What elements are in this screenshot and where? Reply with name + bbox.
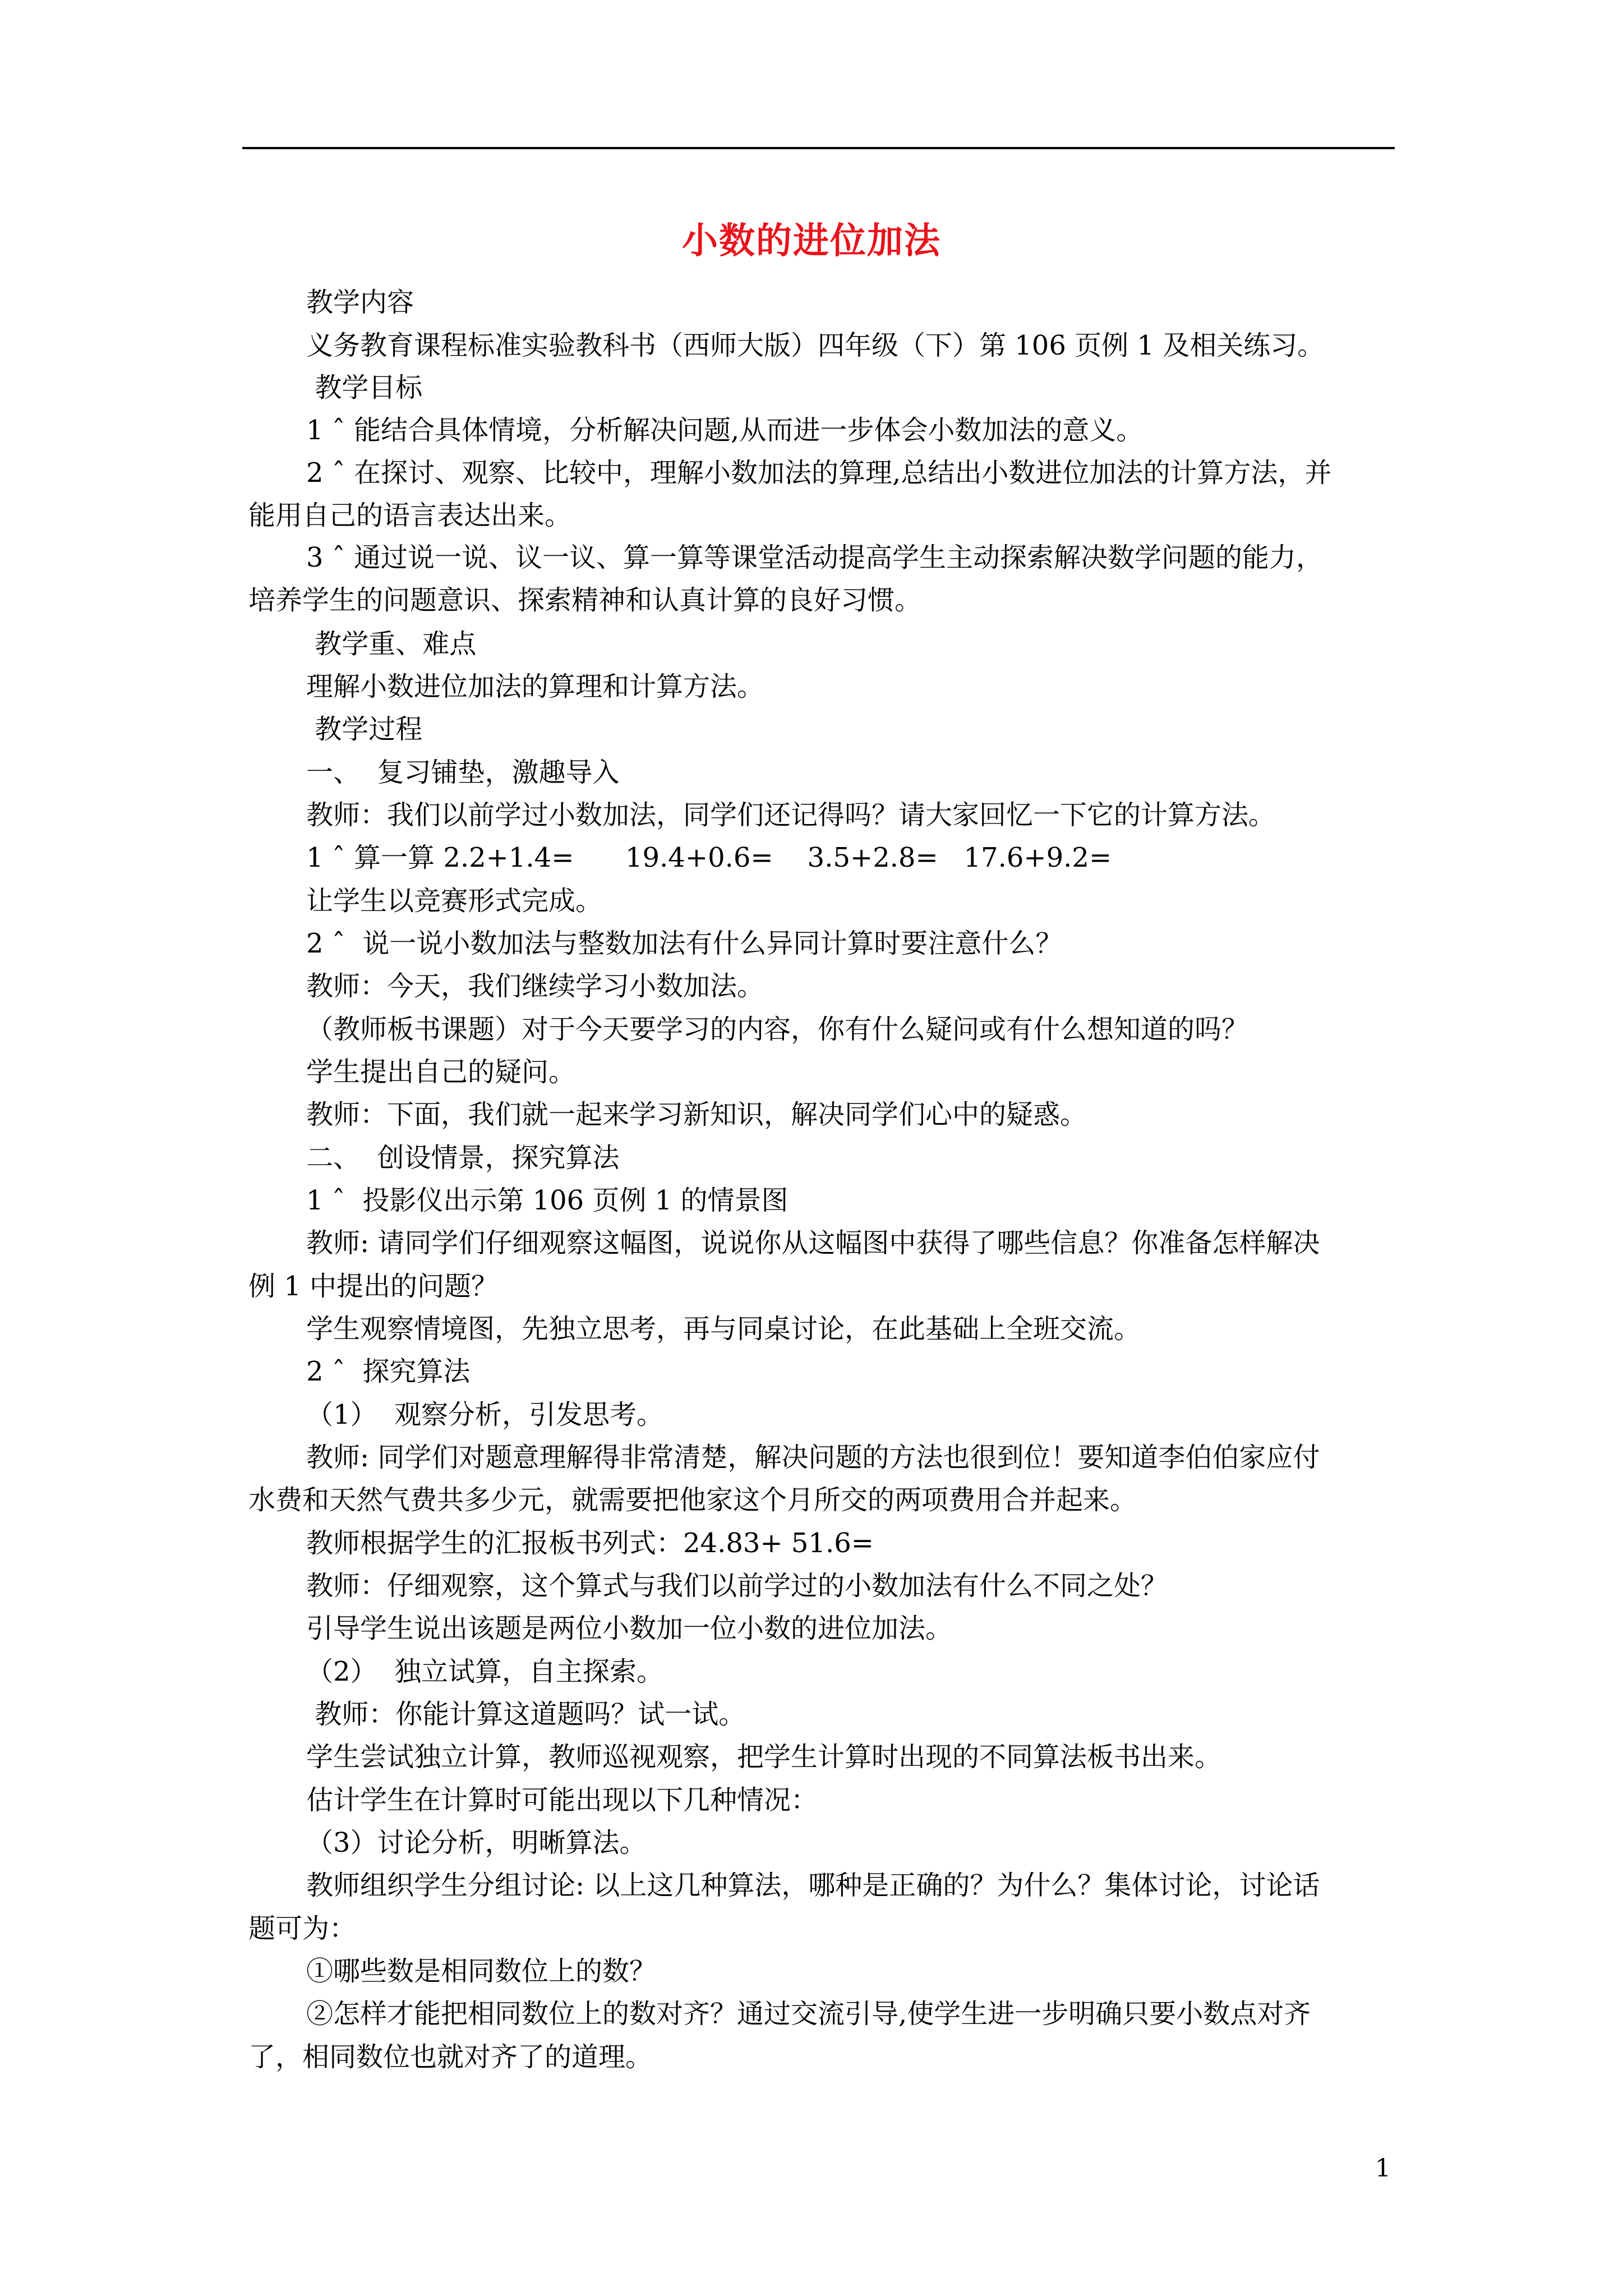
text-line: 理解小数进位加法的算理和计算方法。 [306,671,764,702]
text-line: ①哪些数是相同数位上的数？ [306,1955,657,1987]
text-line: 教师组织学生分组讨论: 以上这几种算法，哪种是正确的？为什么？集体讨论，讨论话 [306,1870,1320,1901]
text-line: 了，相同数位也就对齐了的道理。 [248,2041,653,2073]
text-line: 学生提出自己的疑问。 [306,1056,576,1088]
text-line: 二、 创设情景，探究算法 [306,1142,620,1174]
text-line: 能用自己的语言表达出来。 [248,500,572,531]
text-line: 学生尝试独立计算，教师巡视观察，把学生计算时出现的不同算法板书出来。 [306,1741,1222,1773]
text-line: 教师：你能计算这道题吗？试一试。 [306,1699,746,1730]
text-line: 教师: 请同学们仔细观察这幅图，说说你从这幅图中获得了哪些信息？你准备怎样解决 [306,1227,1320,1259]
text-line: 教师：我们以前学过小数加法，同学们还记得吗？请大家回忆一下它的计算方法。 [306,799,1276,831]
text-line: 教学过程 [306,714,423,745]
text-line: （1） 观察分析，引发思考。 [306,1399,664,1430]
text-line: 1 ˆ 算一算 2.2+1.4= 19.4+0.6= 3.5+2.8= 17.6+9.2= [306,842,1112,873]
text-line: 1 ˆ 投影仪出示第 106 页例 1 的情景图 [306,1185,789,1216]
text-line: 培养学生的问题意识、探索精神和认真计算的良好习惯。 [248,585,922,616]
header-rule [242,147,1395,149]
text-line: 教学目标 [306,372,423,403]
text-line: 1 ˆ 能结合具体情境，分析解决问题,从而进一步体会小数加法的意义。 [306,415,1144,446]
text-line: 教学重、难点 [306,628,477,660]
text-line: （3）讨论分析，明晰算法。 [306,1827,647,1858]
text-line: 题可为： [248,1913,357,1944]
text-line: 3 ˆ 通过说一说、议一议、算一算等课堂活动提高学生主动探索解决数学问题的能力， [306,542,1324,573]
text-line: 学生观察情境图，先独立思考，再与同桌讨论，在此基础上全班交流。 [306,1313,1141,1345]
text-line: 例 1 中提出的问题？ [248,1271,499,1302]
text-line: 教师根据学生的汇报板书列式：24.83+ 51.6= [306,1527,874,1559]
text-line: 水费和天然气费共多少元，就需要把他家这个月所交的两项费用合并起来。 [248,1484,1137,1516]
text-line: 教师：仔细观察，这个算式与我们以前学过的小数加法有什么不同之处？ [306,1570,1168,1602]
text-line: 2 ˆ 说一说小数加法与整数加法有什么异同计算时要注意什么？ [306,928,1063,959]
text-line: 义务教育课程标准实验教科书（西师大版）四年级（下）第 106 页例 1 及相关练习。 [306,330,1325,361]
text-line: （2） 独立试算，自主探索。 [306,1656,664,1687]
text-line: 估计学生在计算时可能出现以下几种情况： [306,1784,818,1816]
text-line: （教师板书课题）对于今天要学习的内容，你有什么疑问或有什么想知道的吗？ [306,1014,1249,1045]
text-line: 2 ˆ 在探讨、观察、比较中，理解小数加法的算理,总结出小数进位加法的计算方法，并 [306,457,1332,489]
text-line: 一、 复习铺垫，激趣导入 [306,757,620,788]
text-line: 教师：今天，我们继续学习小数加法。 [306,970,764,1002]
text-line: 让学生以竞赛形式完成。 [306,885,603,917]
text-line: 引导学生说出该题是两位小数加一位小数的进位加法。 [306,1613,953,1644]
text-line: 2 ˆ 探究算法 [306,1356,471,1387]
document-title: 小数的进位加法 [682,220,941,262]
text-line: 教学内容 [306,287,414,318]
page-number: 1 [1375,2154,1391,2183]
text-line: 教师：下面，我们就一起来学习新知识，解决同学们心中的疑惑。 [306,1099,1087,1130]
text-line: ②怎样才能把相同数位上的数对齐？通过交流引导,使学生进一步明确只要小数点对齐 [306,1998,1311,2030]
text-line: 教师: 同学们对题意理解得非常清楚，解决问题的方法也很到位！要知道李伯伯家应付 [306,1442,1320,1473]
